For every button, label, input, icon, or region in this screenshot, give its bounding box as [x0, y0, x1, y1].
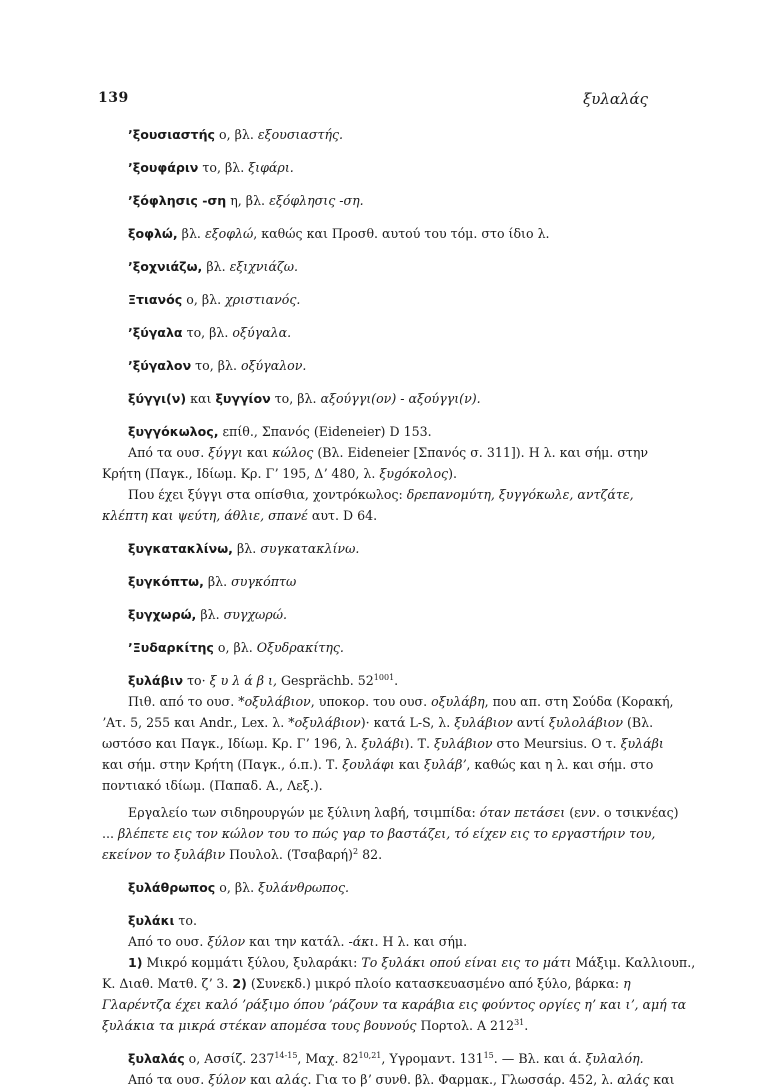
- entry-text: , Υγρομαντ. 131: [381, 1051, 484, 1066]
- dictionary-entry: [102, 421, 649, 526]
- headword: ξυλάθρωπος: [128, 880, 216, 895]
- entry-text: .: [394, 673, 399, 688]
- dictionary-entry: [128, 223, 648, 244]
- etymology-text: Από τα ουσ.: [128, 1072, 209, 1087]
- etymology-text: αντί: [512, 715, 549, 730]
- etymology-text: , υποκορ. του ουσ.: [310, 694, 432, 709]
- citation-quote: ξυλάκια τα μικρά στέκαν απομέσα τους βουνούς: [102, 1018, 417, 1033]
- entry-text: επίθ., Σπανός (Eideneier) D 153.: [218, 424, 432, 439]
- cross-reference: εξιχνιάζω.: [229, 259, 299, 274]
- entry-text: ο, βλ.: [215, 880, 259, 895]
- dictionary-entry: [128, 877, 648, 898]
- citation-source: Κ. Διαθ. Ματθ. ζʼ 3.: [102, 976, 233, 991]
- etymology-word: ξυλάβʼ: [424, 757, 467, 772]
- headword: ʼξύγαλα: [128, 325, 183, 340]
- entry-text: το, βλ.: [191, 358, 241, 373]
- etymology-text: και: [394, 757, 425, 772]
- headword: ʼξόφλησις -ση: [128, 193, 227, 208]
- definition-text: (ενν. ο τσικνέας): [565, 805, 679, 820]
- etymology-word: ξυλάβι: [361, 736, 405, 751]
- headword: ξυλάβιν: [128, 673, 184, 688]
- citation-quote: Το ξυλάκι οπού είναι εις το μάτι: [361, 955, 572, 970]
- citation-quote: βλέπετε εις τον κώλον του το πώς γαρ το βαστάζει, τό είχεν εις το εργαστήριν του,: [118, 826, 656, 841]
- etymology-text: και: [246, 1072, 276, 1087]
- cross-reference: οξύγαλον.: [241, 358, 307, 373]
- headword: ξυγκατακλίνω,: [128, 541, 233, 556]
- etymology-text: . Η λ. και σήμ.: [374, 934, 468, 949]
- cross-reference: εξοφλώ: [204, 226, 254, 241]
- entry-text: βλ.: [232, 541, 261, 556]
- superscript: 10,21: [358, 1050, 382, 1060]
- entry-text: το.: [174, 913, 197, 928]
- citation-source: Πουλολ. (Τσαβαρή): [225, 847, 353, 862]
- etymology-text: ποντιακό ιδίωμ. (Παπαδ. Α., Λεξ.).: [102, 778, 323, 793]
- citation-source: αυτ. D 64.: [307, 508, 378, 523]
- citation-source: 82.: [358, 847, 383, 862]
- citation-quote: η: [623, 976, 631, 991]
- etymology-text: , καθώς και η λ. και σήμ. στο: [466, 757, 654, 772]
- etymology-text: Κρήτη (Παγκ., Ιδίωμ. Κρ. Γʼ 195, Δʼ 480, λ.: [102, 466, 380, 481]
- cross-reference: εξόφλησις -ση.: [269, 193, 364, 208]
- headword: ξυγχωρώ,: [128, 607, 197, 622]
- entry-text: Gesprächb. 52: [276, 673, 374, 688]
- etymology-text: , που απ. στη Σούδα (Κορακή,: [484, 694, 674, 709]
- etymology-word: αλάς: [275, 1072, 308, 1087]
- etymology-word: ξυgόκολος: [379, 466, 449, 481]
- dictionary-entry: [128, 637, 648, 658]
- etymology-text: (Βλ. Eideneier [Σπανός σ. 311]). Η λ. και σήμ. στην: [313, 445, 649, 460]
- entry-text: το·: [183, 673, 210, 688]
- citation-quote: Γλαρέντζα έχει καλό ʼράξιμο όπου ʼράζουν τα καράβια εις φούντος οργίες ηʼ και ιʼ, αμή τα: [102, 997, 687, 1012]
- headword: ʼξύγαλον: [128, 358, 192, 373]
- etymology-word: ξύλον: [208, 1072, 247, 1087]
- entries-column: [102, 124, 696, 1090]
- page-number: 139: [98, 90, 129, 106]
- dictionary-entry: [128, 538, 648, 559]
- etymology-text: Από το ουσ.: [128, 934, 208, 949]
- etymology-word: ξυλάβιον: [454, 715, 513, 730]
- entry-text: βλ.: [196, 607, 224, 622]
- entry-text: . — Βλ. και ά.: [493, 1051, 586, 1066]
- etymology-text: ).: [448, 466, 458, 481]
- etymology-word: ξύγγι: [208, 445, 243, 460]
- cross-reference: οξύγαλα.: [232, 325, 292, 340]
- etymology-text: και την κατάλ.: [245, 934, 349, 949]
- entry-text: βλ.: [202, 259, 230, 274]
- etymology-text: . Για το βʼ συνθ. βλ. Φαρμακ., Γλωσσάρ. 452, λ.: [307, 1072, 618, 1087]
- entry-text: ο, Ασσίζ. 237: [184, 1051, 275, 1066]
- headword: ξυγκόπτω,: [128, 574, 204, 589]
- etymology-text: ωστόσο και Παγκ., Ιδίωμ. Κρ. Γʼ 196, λ.: [102, 736, 362, 751]
- definition-text: Εργαλείο των σιδηρουργών με ξύλινη λαβή, τσιμπίδα:: [128, 805, 480, 820]
- superscript: 14-15: [274, 1050, 298, 1060]
- etymology-word: οξυλάβη: [431, 694, 485, 709]
- dictionary-entry: [128, 1048, 675, 1090]
- entry-text: το, βλ.: [270, 391, 321, 406]
- headword: ʼΞυδαρκίτης: [128, 640, 214, 655]
- definition-text: Που έχει ξύγγι στα οπίσθια, χοντρόκωλος:: [128, 487, 407, 502]
- headword: ʼξοχνιάζω,: [128, 259, 203, 274]
- dictionary-entry: [102, 910, 696, 1036]
- citation-quote: δρεπανομύτη, ξυγγόκωλε, αντζάτε,: [406, 487, 634, 502]
- entry-text: το, βλ.: [198, 160, 249, 175]
- etymology-text: (Βλ.: [623, 715, 654, 730]
- etymology-word: ξουλάφι: [342, 757, 395, 772]
- etymology-text: Πιθ. από το ουσ.: [128, 694, 239, 709]
- etymology-word: ξύλον: [207, 934, 246, 949]
- dictionary-entry: [128, 256, 648, 277]
- dictionary-entry: [128, 604, 648, 625]
- superscript: 1001: [373, 672, 395, 682]
- definition-text: (Συνεκδ.) μικρό πλοίο κατασκευασμένο από ξύλο, βάρκα:: [246, 976, 624, 991]
- headword: ξυλάκι: [128, 913, 175, 928]
- page-header: [98, 90, 648, 112]
- cross-reference: ξυλαλόη.: [585, 1051, 644, 1066]
- dictionary-entry: [128, 157, 648, 178]
- headword: ξύγγι(ν): [128, 391, 187, 406]
- entry-text: βλ.: [177, 226, 205, 241]
- cross-reference: αξούγγι(ον) - αξούγγι(ν).: [320, 391, 481, 406]
- entry-text: ο, βλ.: [213, 640, 257, 655]
- cross-reference: συγχωρώ.: [223, 607, 287, 622]
- dictionary-entry: [128, 289, 648, 310]
- entry-text: , Μαχ. 82: [297, 1051, 359, 1066]
- dictionary-entry: [128, 571, 648, 592]
- citation-source: Μάξιμ. Καλλιουπ.,: [571, 955, 696, 970]
- etymology-word: *οξυλάβιον: [238, 694, 311, 709]
- headword: Ξτιανός: [128, 292, 183, 307]
- headword: ξοφλώ,: [128, 226, 178, 241]
- superscript: 2: [352, 846, 359, 856]
- etymology-text: στο Meursius. Ο τ.: [492, 736, 621, 751]
- entry-text: , καθώς και Προσθ. αυτού του τόμ. στο ίδιο λ.: [253, 226, 550, 241]
- etymology-text: και: [242, 445, 273, 460]
- spaced-form: ξ υ λ ά β ι,: [209, 673, 277, 688]
- etymology-text: και: [649, 1072, 675, 1087]
- citation-text: ...: [102, 826, 119, 841]
- dictionary-entry: [102, 670, 679, 865]
- etymology-text: ). Τ.: [404, 736, 434, 751]
- cross-reference: συγκατακλίνω.: [260, 541, 360, 556]
- cross-reference: συγκόπτω: [231, 574, 297, 589]
- etymology-word: -άκι: [348, 934, 375, 949]
- entry-text: βλ.: [203, 574, 232, 589]
- etymology-text: )· κατά L-S, λ.: [360, 715, 455, 730]
- superscript: 31: [514, 1017, 525, 1027]
- sense-number: 1): [128, 955, 143, 970]
- cross-reference: ξιφάρι.: [248, 160, 294, 175]
- running-head: ξυλαλάς: [582, 90, 648, 108]
- dictionary-entry: [128, 124, 648, 145]
- dictionary-entry: [128, 322, 648, 343]
- cross-reference: ξυλάνθρωπος.: [258, 880, 350, 895]
- etymology-word: ξυλολάβιον: [548, 715, 623, 730]
- etymology-text: ʼΑτ. 5, 255 και Andr., Lex. λ.: [102, 715, 289, 730]
- entry-text: η, βλ.: [226, 193, 270, 208]
- etymology-text: και σήμ. στην Κρήτη (Παγκ., ό.π.). Τ.: [102, 757, 343, 772]
- etymology-word: αλάς: [617, 1072, 650, 1087]
- headword: ʼξουσιαστής: [128, 127, 216, 142]
- entry-text: ο, βλ.: [182, 292, 226, 307]
- etymology-text: Από τα ουσ.: [128, 445, 209, 460]
- superscript: 15: [483, 1050, 494, 1060]
- etymology-word: ξυλάβιον: [434, 736, 493, 751]
- citation-source: .: [524, 1018, 529, 1033]
- dictionary-entry: [128, 388, 648, 409]
- citation-quote: όταν πετάσει: [479, 805, 566, 820]
- dictionary-entry: [128, 355, 648, 376]
- etymology-word: *οξυλάβιον: [288, 715, 361, 730]
- definition-text: Μικρό κομμάτι ξύλου, ξυλαράκι:: [142, 955, 362, 970]
- cross-reference: χριστιανός.: [225, 292, 301, 307]
- headword: ξυλαλάς: [128, 1051, 185, 1066]
- citation-source: Πορτολ. Α 212: [416, 1018, 515, 1033]
- entry-text: ο, βλ.: [215, 127, 258, 142]
- citation-quote: εκείνον το ξυλάβιν: [102, 847, 226, 862]
- headword-variant: ξυγγίον: [215, 391, 271, 406]
- etymology-word: ξυλάβι: [620, 736, 664, 751]
- headword: ʼξουφάριν: [128, 160, 199, 175]
- cross-reference: Οξυδρακίτης.: [256, 640, 344, 655]
- etymology-word: κώλος: [272, 445, 314, 460]
- entry-text: και: [186, 391, 216, 406]
- headword: ξυγγόκωλος,: [128, 424, 219, 439]
- cross-reference: εξουσιαστής.: [257, 127, 344, 142]
- citation-quote: κλέπτη και ψεύτη, άθλιε, σπανέ: [102, 508, 308, 523]
- dictionary-entry: [128, 190, 648, 211]
- sense-number: 2): [232, 976, 247, 991]
- entry-text: το, βλ.: [182, 325, 233, 340]
